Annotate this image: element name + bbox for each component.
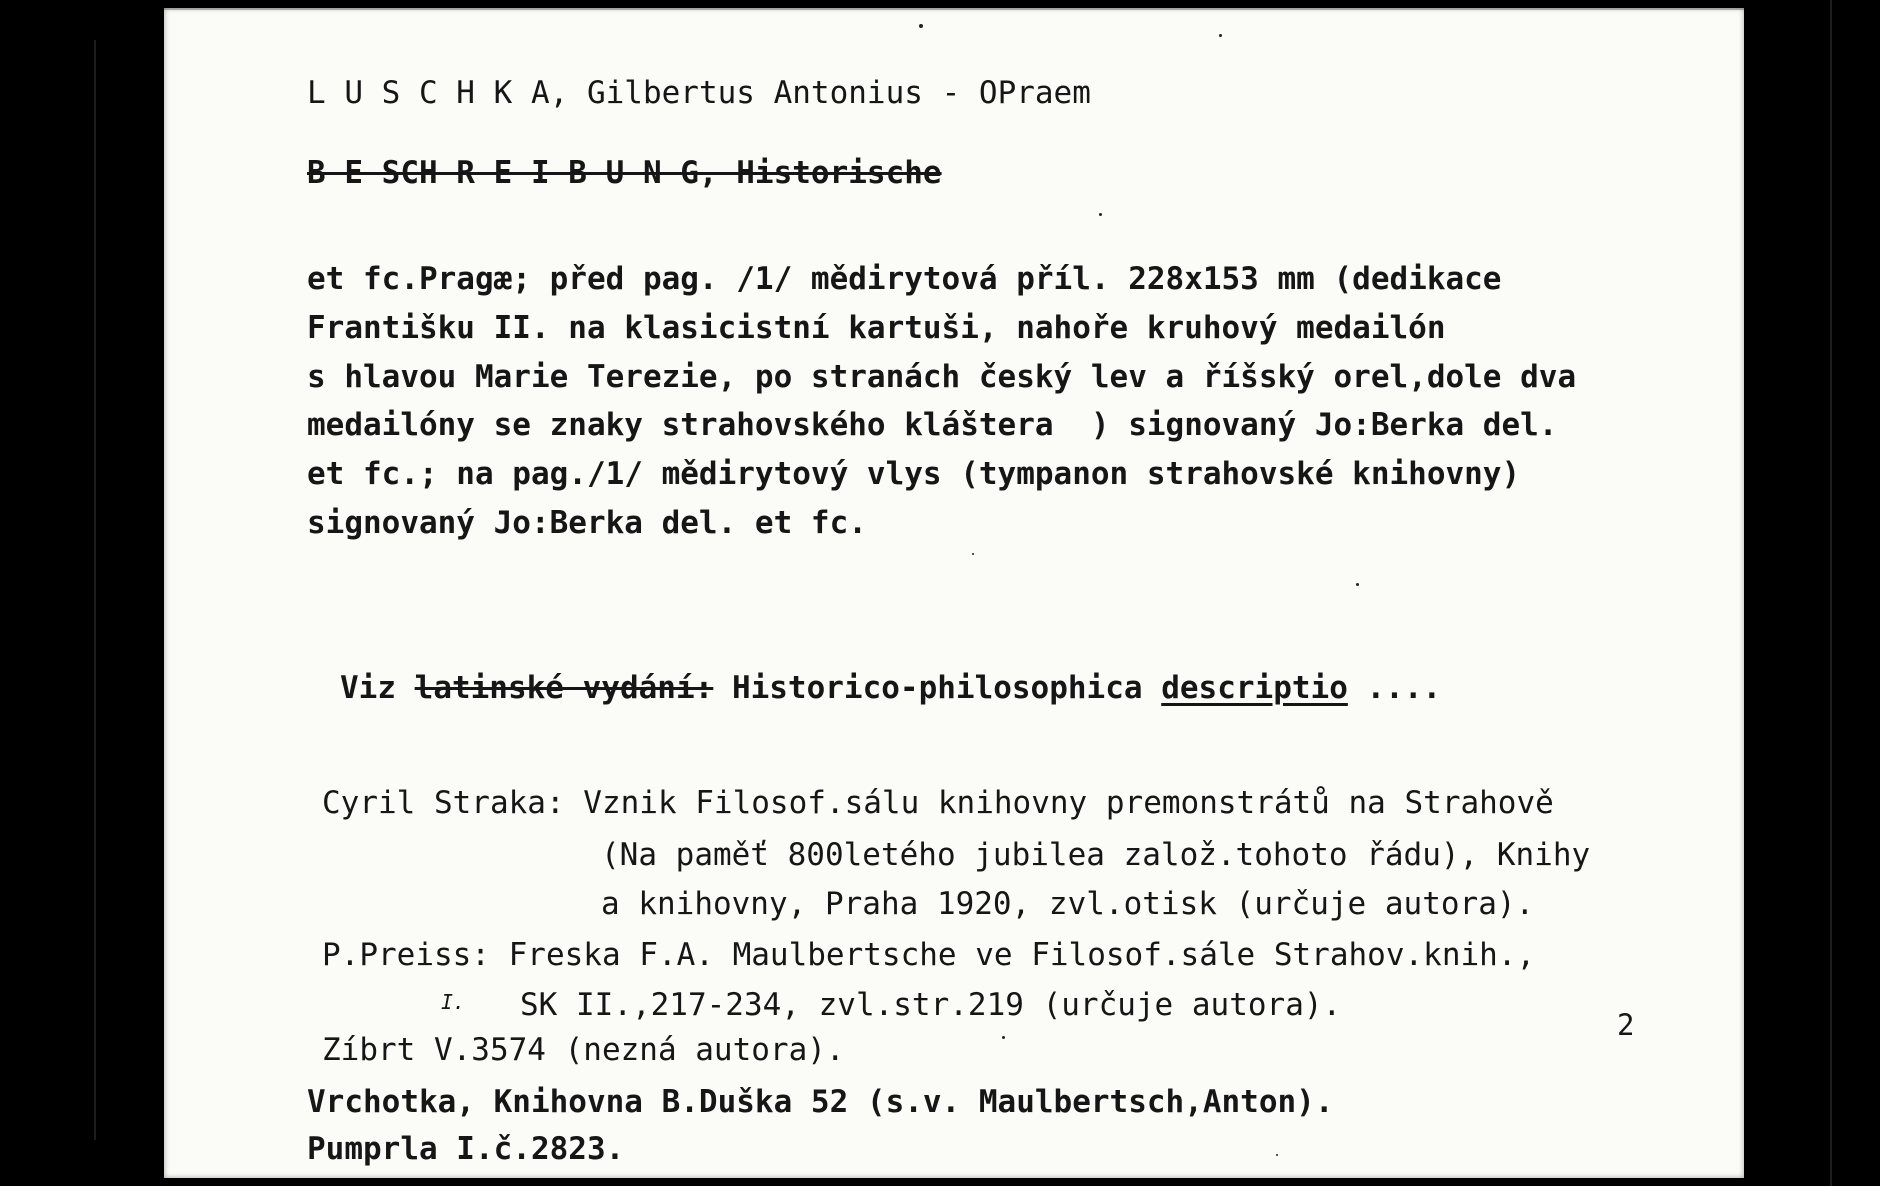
scan-speck: [972, 553, 974, 555]
description-line-2: Františku II. na klasicistní kartuši, nahoře kruhový medailón: [307, 310, 1446, 346]
struck-title: B E SCH R E I B U N G, Historische: [307, 155, 942, 191]
scan-speck: [1002, 1036, 1005, 1039]
reference-line-8: Pumprla I.č.2823.: [307, 1131, 625, 1167]
description-line-4: medailóny se znaky strahovského kláštera ) signovaný Jo:Berka del.: [307, 407, 1558, 443]
reference-line-4: P.Preiss: Freska F.A. Maulbertsche ve Filosof.sále Strahov.knih.,: [322, 937, 1536, 973]
author-surname: L U S C H K A: [307, 75, 550, 111]
see-also-struck-text: latinské vydání:: [414, 670, 714, 706]
see-also-title: Historico-philosophica: [713, 670, 1162, 706]
scan-speck: [1099, 213, 1102, 216]
catalog-card: [164, 8, 1744, 1178]
see-also-underlined-word: descriptio: [1161, 670, 1348, 706]
description-line-3: s hlavou Marie Terezie, po stranách český lev a říšský orel,dole dva: [307, 359, 1577, 395]
film-edge-left: [94, 40, 96, 1140]
card-heading: [307, 75, 1091, 111]
page-number: 2: [1617, 1008, 1635, 1042]
see-also-line: [340, 670, 1442, 706]
reference-line-5: SK II.,217-234, zvl.str.219 (určuje autora).: [520, 987, 1342, 1023]
see-also-prefix: Viz: [340, 670, 415, 706]
reference-line-2: (Na paměť 800letého jubilea založ.tohoto řádu), Knihy: [601, 837, 1591, 873]
description-line-1: et fc.Pragæ; před pag. /1/ mědirytová příl. 228x153 mm (dedikace: [307, 261, 1502, 297]
handwritten-mark: I.: [441, 990, 466, 1014]
reference-line-6: Zíbrt V.3574 (nezná autora).: [322, 1032, 845, 1068]
reference-line-1: Cyril Straka: Vznik Filosof.sálu knihovny premonstrátů na Strahově: [322, 785, 1554, 821]
scan-speck: [1276, 1154, 1278, 1156]
reference-line-7: Vrchotka, Knihovna B.Duška 52 (s.v. Maulbertsch,Anton).: [307, 1084, 1334, 1120]
author-name-and-order: , Gilbertus Antonius - OPraem: [549, 75, 1091, 111]
film-edge-right: [1830, 0, 1832, 1186]
scan-speck: [1219, 34, 1222, 37]
description-line-5: et fc.; na pag./1/ mědirytový vlys (tympanon strahovské knihovny): [307, 456, 1521, 492]
see-also-ellipsis: ....: [1347, 670, 1442, 706]
card-top-edge: [164, 8, 1744, 10]
reference-line-3: a knihovny, Praha 1920, zvl.otisk (určuje autora).: [601, 886, 1535, 922]
scan-speck: [919, 24, 923, 28]
scan-speck: [1356, 583, 1359, 586]
description-line-6: signovaný Jo:Berka del. et fc.: [307, 505, 867, 541]
